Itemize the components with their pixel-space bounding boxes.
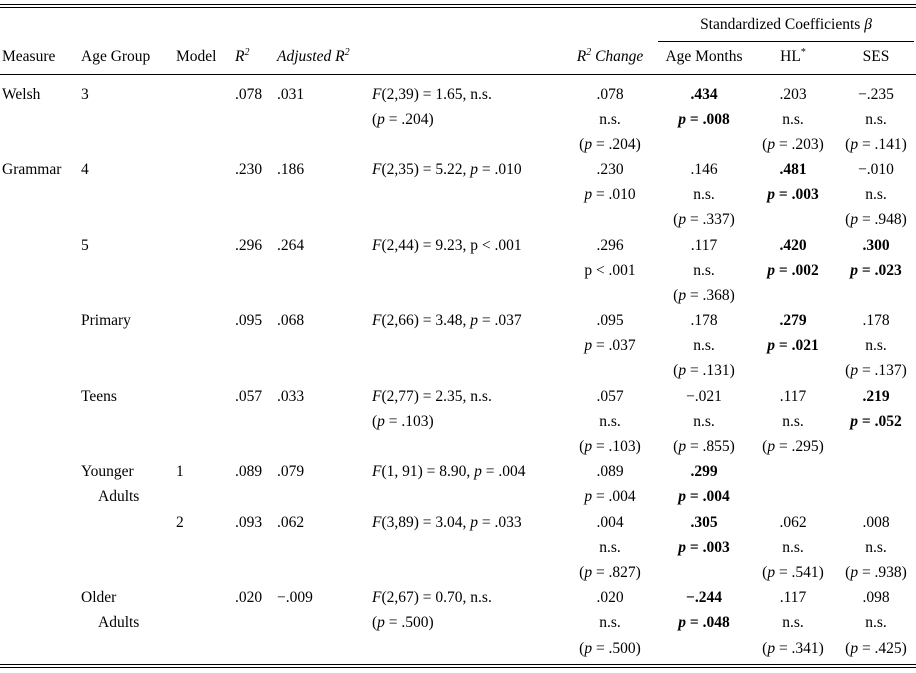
cell-r2-change: (p = .500) (579, 640, 641, 657)
coefficients-super-header (658, 16, 914, 34)
cell-age-months: n.s. (693, 337, 715, 354)
cell-ses: n.s. (865, 186, 887, 203)
bottom-rule-1 (0, 664, 916, 665)
cell-ses: n.s. (865, 337, 887, 354)
cell-r2-change: n.s. (599, 539, 621, 556)
header-rule (0, 74, 916, 75)
cell-ses: n.s. (865, 111, 887, 128)
cell-adjusted-r2: .079 (277, 463, 305, 480)
header-r2 (235, 48, 249, 66)
cell-hl: (p = .203) (762, 136, 824, 153)
cell-age-months: .117 (690, 237, 718, 254)
cell-hl: n.s. (782, 539, 804, 556)
header-r2-change-sup: 2 (586, 47, 592, 58)
cell-hl: .117 (779, 589, 807, 606)
header-ses: SES (862, 48, 890, 65)
header-model: Model (176, 48, 217, 65)
header-adjusted-r2-sup: 2 (344, 47, 350, 58)
header-r2-change (562, 48, 658, 66)
header-age-months: Age Months (665, 48, 743, 65)
cell-r2-change: p < .001 (584, 262, 636, 279)
cell-hl: (p = .341) (762, 640, 824, 657)
cell-hl: p = .003 (767, 186, 819, 203)
coefficients-cmidrule (658, 41, 914, 42)
cell-f-test: F(2,35) = 5.22, p = .010 (372, 161, 522, 178)
header-hl (753, 48, 833, 66)
cell-ses: n.s. (865, 539, 887, 556)
cell-age-group: Adults (98, 614, 140, 631)
cell-r2-change: p = .004 (584, 488, 636, 505)
cell-hl: .420 (779, 237, 807, 254)
cell-ses: (p = .141) (845, 136, 907, 153)
top-rule-2 (0, 7, 916, 8)
cell-ses: .300 (862, 237, 890, 254)
cell-f-test: (p = .500) (372, 614, 434, 631)
cell-adjusted-r2: .033 (277, 388, 305, 405)
cell-r2-change: .095 (596, 312, 624, 329)
cell-age-months: (p = .855) (673, 438, 735, 455)
header-r2-sup: 2 (244, 47, 250, 58)
cell-r2-change: n.s. (599, 413, 621, 430)
cell-age-months: p = .004 (678, 488, 730, 505)
cell-adjusted-r2: −.009 (277, 589, 313, 606)
cell-age-months: (p = .337) (673, 211, 735, 228)
cell-age-group: Adults (98, 488, 140, 505)
cell-hl: .203 (779, 86, 807, 103)
cell-hl: (p = .295) (762, 438, 824, 455)
header-adjusted-r2-text: Adjusted R (277, 48, 345, 65)
header-r2-change-r: R (576, 48, 587, 65)
header-hl-text: HL (780, 48, 801, 65)
cell-r2-change: .020 (596, 589, 624, 606)
cell-ses: (p = .425) (845, 640, 907, 657)
header-r2-change-word: Change (591, 48, 644, 65)
cell-f-test: F(1, 91) = 8.90, p = .004 (372, 463, 526, 480)
cell-ses: p = .023 (850, 262, 902, 279)
cell-age-group: 5 (81, 237, 89, 254)
cell-f-test: (p = .103) (372, 413, 434, 430)
cell-ses: .219 (862, 388, 890, 405)
cell-hl: n.s. (782, 111, 804, 128)
header-hl-sup: * (800, 47, 806, 58)
cell-hl: n.s. (782, 413, 804, 430)
cell-r2-change: p = .010 (584, 186, 636, 203)
coefficients-super-header-text: Standardized Coefficients β (700, 16, 872, 33)
cell-age-months: (p = .131) (673, 362, 735, 379)
cell-age-months: n.s. (693, 413, 715, 430)
cell-r2: .230 (235, 161, 263, 178)
header-measure: Measure (2, 48, 56, 65)
cell-age-months: .305 (690, 514, 718, 531)
cell-r2: .057 (235, 388, 263, 405)
cell-ses: .098 (862, 589, 890, 606)
cell-age-group: 4 (81, 161, 89, 178)
cell-f-test: F(2,77) = 2.35, n.s. (372, 388, 492, 405)
cell-age-group: Younger (81, 463, 134, 480)
cell-r2-change: .230 (596, 161, 624, 178)
cell-f-test: F(2,39) = 1.65, n.s. (372, 86, 492, 103)
cell-ses: n.s. (865, 614, 887, 631)
cell-age-months: −.021 (686, 388, 722, 405)
cell-r2-change: (p = .103) (579, 438, 641, 455)
bottom-rule-2 (0, 667, 916, 668)
cell-measure: Grammar (2, 161, 62, 178)
cell-age-months: p = .048 (678, 614, 730, 631)
cell-adjusted-r2: .068 (277, 312, 305, 329)
cell-ses: .178 (862, 312, 890, 329)
cell-adjusted-r2: .031 (277, 86, 305, 103)
cell-age-group: Primary (81, 312, 131, 329)
cell-measure: Welsh (2, 86, 41, 103)
cell-age-months: .434 (690, 86, 718, 103)
cell-hl: .481 (779, 161, 807, 178)
cell-hl: .117 (779, 388, 807, 405)
cell-age-months: (p = .368) (673, 287, 735, 304)
cell-hl: (p = .541) (762, 564, 824, 581)
cell-ses: −.010 (858, 161, 894, 178)
cell-ses: (p = .938) (845, 564, 907, 581)
cell-hl: n.s. (782, 614, 804, 631)
cell-r2-change: .078 (596, 86, 624, 103)
cell-f-test: (p = .204) (372, 111, 434, 128)
cell-ses: p = .052 (850, 413, 902, 430)
cell-hl: p = .021 (767, 337, 819, 354)
cell-r2: .078 (235, 86, 263, 103)
cell-r2-change: .089 (596, 463, 624, 480)
cell-f-test: F(2,67) = 0.70, n.s. (372, 589, 492, 606)
cell-age-months: n.s. (693, 262, 715, 279)
cell-f-test: F(3,89) = 3.04, p = .033 (372, 514, 522, 531)
cell-adjusted-r2: .062 (277, 514, 305, 531)
header-age-group: Age Group (81, 48, 151, 65)
cell-r2: .020 (235, 589, 263, 606)
cell-ses: (p = .948) (845, 211, 907, 228)
cell-r2-change: .296 (596, 237, 624, 254)
cell-age-group: 3 (81, 86, 89, 103)
cell-r2-change: (p = .204) (579, 136, 641, 153)
cell-ses: (p = .137) (845, 362, 907, 379)
cell-age-months: −.244 (686, 589, 722, 606)
cell-model: 1 (176, 463, 184, 480)
header-r2-text: R (235, 48, 245, 65)
cell-r2: .093 (235, 514, 263, 531)
cell-age-months: .299 (690, 463, 718, 480)
cell-r2-change: .057 (596, 388, 624, 405)
header-adjusted-r2 (277, 48, 350, 66)
cell-hl: .279 (779, 312, 807, 329)
top-rule-1 (0, 4, 916, 5)
cell-age-months: .178 (690, 312, 718, 329)
cell-age-group: Teens (81, 388, 117, 405)
cell-adjusted-r2: .186 (277, 161, 305, 178)
cell-age-months: p = .003 (678, 539, 730, 556)
cell-r2: .296 (235, 237, 263, 254)
cell-r2-change: n.s. (599, 614, 621, 631)
cell-r2-change: p = .037 (584, 337, 636, 354)
cell-f-test: F(2,66) = 3.48, p = .037 (372, 312, 522, 329)
cell-hl: p = .002 (767, 262, 819, 279)
cell-r2: .095 (235, 312, 263, 329)
cell-r2: .089 (235, 463, 263, 480)
cell-model: 2 (176, 514, 184, 531)
cell-r2-change: .004 (596, 514, 624, 531)
cell-ses: .008 (862, 514, 890, 531)
cell-age-months: p = .008 (678, 111, 730, 128)
cell-ses: −.235 (858, 86, 894, 103)
cell-age-months: n.s. (693, 186, 715, 203)
cell-r2-change: (p = .827) (579, 564, 641, 581)
cell-f-test: F(2,44) = 9.23, p < .001 (372, 237, 522, 254)
cell-hl: .062 (779, 514, 807, 531)
cell-adjusted-r2: .264 (277, 237, 305, 254)
cell-age-months: .146 (690, 161, 718, 178)
cell-age-group: Older (81, 589, 117, 606)
cell-r2-change: n.s. (599, 111, 621, 128)
